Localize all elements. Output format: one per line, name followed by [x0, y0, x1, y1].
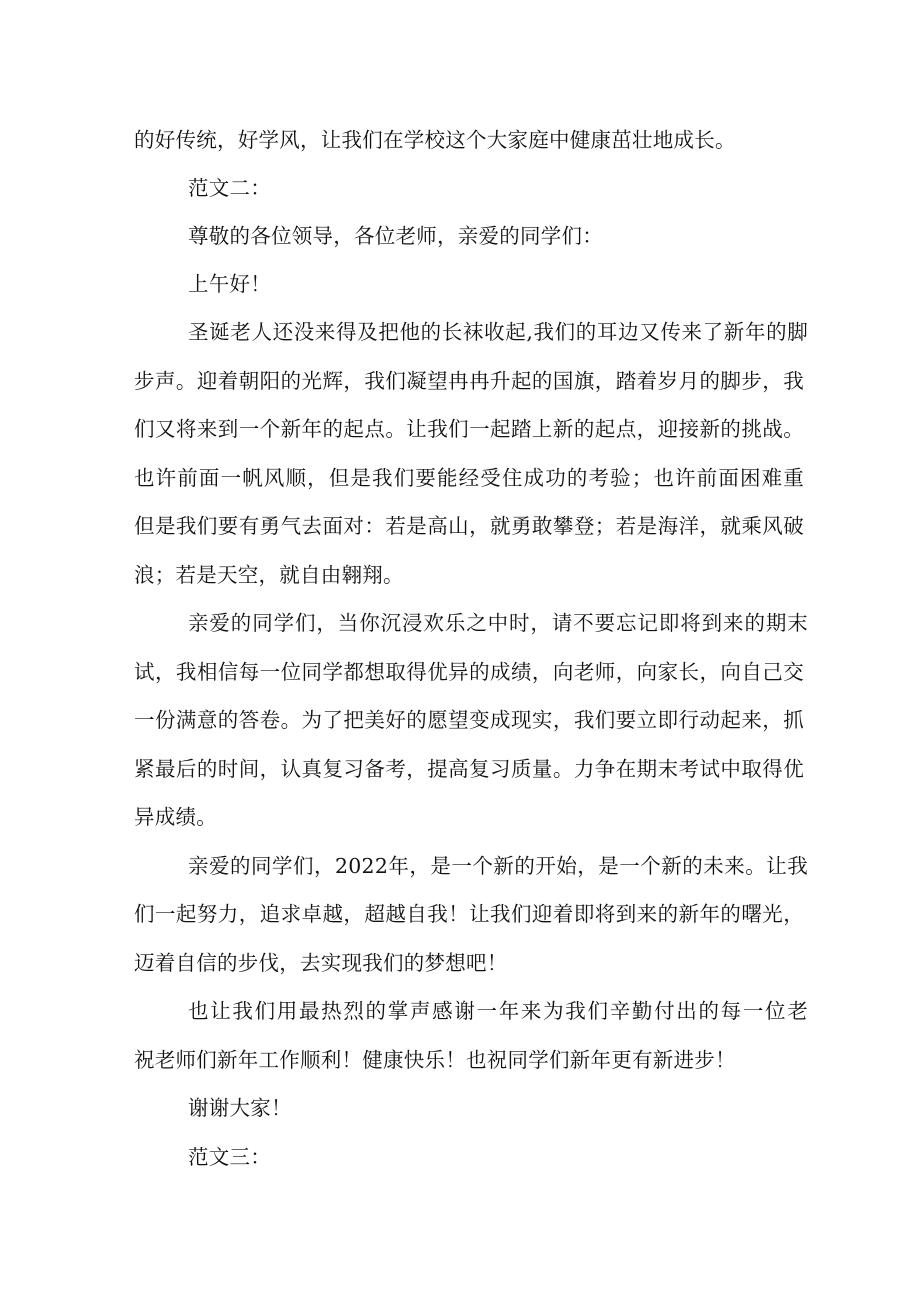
- text-line: 但是我们要有勇气去面对：若是高山，就勇敢攀登；若是海洋，就乘风破: [134, 514, 804, 538]
- text-line: 们又将来到一个新年的起点。让我们一起踏上新的起点，迎接新的挑战。: [134, 417, 804, 441]
- text-line: 亲爱的同学们，当你沉浸欢乐之中时，请不要忘记即将到来的期末: [188, 611, 808, 635]
- text-line: 异成绩。: [134, 805, 217, 829]
- section-heading: 范文二：: [188, 176, 271, 200]
- salutation: 尊敬的各位领导，各位老师，亲爱的同学们：: [188, 224, 603, 248]
- text-line: 亲爱的同学们，2022年，是一个新的开始，是一个新的未来。让我: [188, 854, 808, 878]
- text-line: 祝老师们新年工作顺利！健康快乐！也祝同学们新年更有新进步！: [134, 1048, 736, 1072]
- greeting: 上午好！: [188, 272, 271, 296]
- text-line: 也让我们用最热烈的掌声感谢一年来为我们辛勤付出的每一位老: [188, 999, 808, 1023]
- text-line: 圣诞老人还没来得及把他的长袜收起,我们的耳边又传来了新年的脚: [188, 320, 808, 344]
- text-line: 们一起努力，追求卓越，超越自我！让我们迎着即将到来的新年的曙光，: [134, 902, 804, 926]
- section-heading: 范文三：: [188, 1145, 271, 1169]
- text-line: 一份满意的答卷。为了把美好的愿望变成现实，我们要立即行动起来，抓: [134, 708, 804, 732]
- text-line: 试，我相信每一位同学都想取得优异的成绩，向老师，向家长，向自己交: [134, 660, 804, 684]
- text-line: 浪；若是天空，就自由翱翔。: [134, 563, 404, 587]
- text-line: 也许前面一帆风顺，但是我们要能经受住成功的考验；也许前面困难重: [134, 466, 804, 490]
- closing-line: 谢谢大家！: [188, 1096, 292, 1120]
- text-line: 迈着自信的步伐，去实现我们的梦想吧！: [134, 951, 508, 975]
- text-line: 步声。迎着朝阳的光辉，我们凝望冉冉升起的国旗，踏着岁月的脚步，我: [134, 369, 804, 393]
- text-line: 的好传统，好学风，让我们在学校这个大家庭中健康茁壮地成长。: [134, 128, 736, 152]
- text-line: 紧最后的时间，认真复习备考，提高复习质量。力争在期末考试中取得优: [134, 757, 804, 781]
